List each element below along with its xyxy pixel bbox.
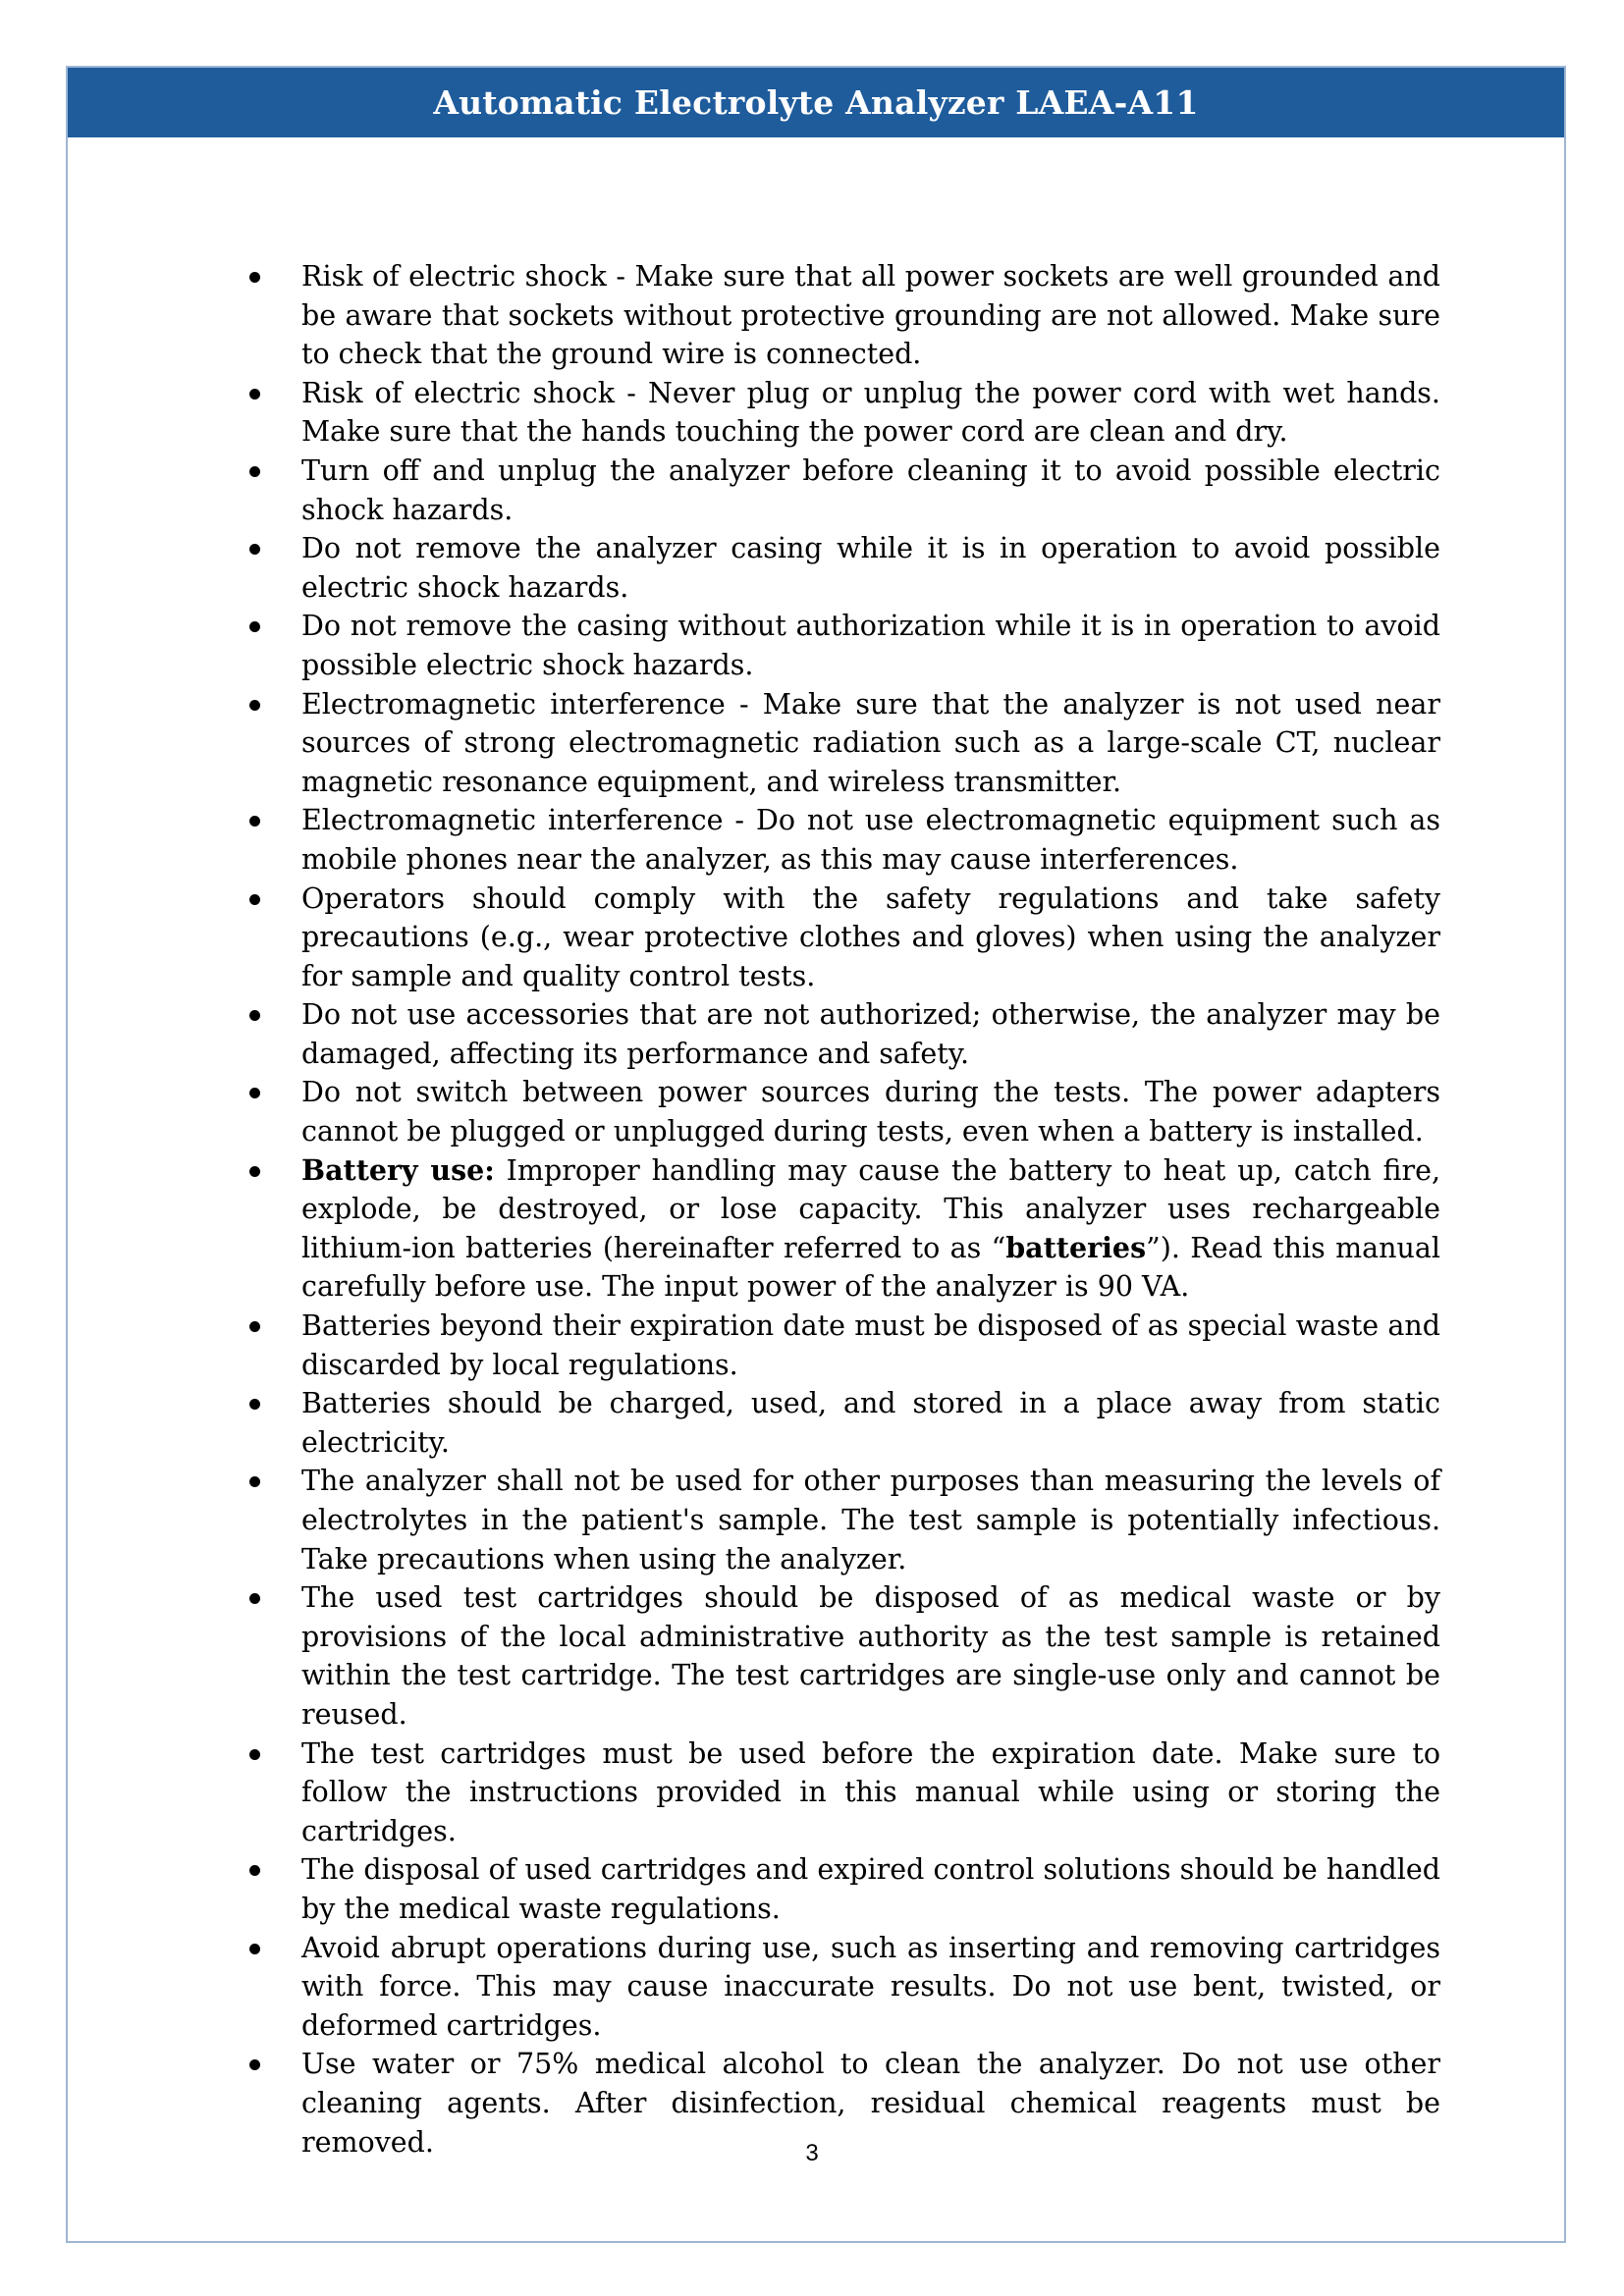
- battery-use-item: [236, 1151, 1440, 1307]
- safety-content: [236, 257, 1440, 2162]
- bullet-icon: [249, 1088, 260, 1098]
- bullet-icon: [249, 544, 260, 555]
- list-item-text: The analyzer shall not be used for other purposes than measuring the levels of electrolytes in the patient's sample. The test sample is potentially infectious. Take precautions when using the analyzer.: [301, 1465, 1440, 1575]
- bullet-icon: [249, 272, 260, 283]
- list-item-text: Avoid abrupt operations during use, such as inserting and removing cartridges with force. This may cause inaccurate results. Do not use bent, twisted, or deformed cartridges.: [301, 1931, 1440, 2042]
- battery-use-lead: Battery use:: [301, 1152, 495, 1187]
- page-number: 3: [805, 2140, 819, 2166]
- safety-bullet-list: [236, 257, 1440, 2162]
- list-item: [236, 685, 1440, 802]
- list-item-text: Risk of electric shock - Make sure that all power sockets are well grounded and be aware that sockets without protective grounding are not allowed. Make sure to check that the ground wire is connected.: [301, 260, 1440, 371]
- bullet-icon: [249, 389, 260, 400]
- list-item: [236, 801, 1440, 879]
- list-item-text: Do not switch between power sources during the tests. The power adapters cannot be plugged or unplugged during tests, even when a battery is installed.: [301, 1076, 1440, 1148]
- list-item-text: Operators should comply with the safety regulations and take safety precautions (e.g., wear protective clothes and gloves) when using the analyzer for sample and quality control tests.: [301, 881, 1440, 992]
- list-item: [236, 452, 1440, 529]
- list-item: [236, 529, 1440, 607]
- list-item: [236, 1578, 1440, 1734]
- list-item: [236, 1384, 1440, 1462]
- bullet-icon: [249, 2059, 260, 2070]
- list-item: [236, 1307, 1440, 1384]
- list-item-text: Batteries should be charged, used, and stored in a place away from static electricity.: [301, 1387, 1440, 1459]
- list-item: [236, 880, 1440, 996]
- bullet-icon: [249, 1010, 260, 1021]
- list-item-text: Turn off and unplug the analyzer before cleaning it to avoid possible electric shock hazards.: [301, 454, 1440, 526]
- list-item: [236, 607, 1440, 684]
- bullet-icon: [249, 1749, 260, 1760]
- bullet-icon: [249, 1166, 260, 1177]
- list-item: [236, 257, 1440, 374]
- list-item-text: Do not remove the analyzer casing while it is in operation to avoid possible electric shock hazards.: [301, 532, 1440, 604]
- list-item: [236, 1850, 1440, 1928]
- list-item-text: Risk of electric shock - Never plug or unplug the power cord with wet hands. Make sure that the hands touching the power cord are clean and dry.: [301, 376, 1440, 449]
- bullet-icon: [249, 816, 260, 827]
- list-item-text: Batteries beyond their expiration date must be disposed of as special waste and discarded by local regulations.: [301, 1309, 1440, 1381]
- bullet-icon: [249, 1321, 260, 1332]
- battery-use-text-before: Improper handling may cause the battery to heat up, catch fire, explode, be destroyed, or lose capacity. This analyzer uses rechargeable lithium-ion batteries (hereinafter referred to as “: [301, 1153, 1441, 1264]
- bullet-icon: [249, 1593, 260, 1604]
- bullet-icon: [249, 1865, 260, 1876]
- batteries-term: batteries: [1005, 1230, 1147, 1264]
- list-item: [236, 1735, 1440, 1851]
- battery-use-text-after: ”). Read this manual carefully before use. The input power of the analyzer is 90 VA.: [301, 1231, 1440, 1304]
- list-item-text: Electromagnetic interference - Make sure that the analyzer is not used near sources of strong electromagnetic radiation such as a large-scale CT, nuclear magnetic resonance equipment, and wireless transmitter.: [301, 687, 1440, 798]
- list-item-text: The used test cartridges should be disposed of as medical waste or by provisions of the local administrative authority as the test sample is retained within the test cartridge. The test cartridges are single-use only and cannot be reused.: [301, 1581, 1440, 1731]
- bullet-icon: [249, 466, 260, 477]
- document-title: Automatic Electrolyte Analyzer LAEA-A11: [433, 83, 1199, 122]
- bullet-icon: [249, 700, 260, 711]
- list-item: [236, 1462, 1440, 1578]
- document-header: [68, 68, 1564, 137]
- bullet-icon: [249, 1399, 260, 1410]
- list-item: [236, 374, 1440, 452]
- list-item: [236, 995, 1440, 1073]
- list-item-text: Use water or 75% medical alcohol to clean the analyzer. Do not use other cleaning agents. After disinfection, residual chemical reagents must be removed.: [301, 2048, 1440, 2159]
- bullet-icon: [249, 1476, 260, 1487]
- bullet-icon: [249, 1944, 260, 1954]
- list-item: [236, 1929, 1440, 2046]
- list-item-text: Do not use accessories that are not authorized; otherwise, the analyzer may be damaged, affecting its performance and safety.: [301, 998, 1440, 1070]
- list-item-text: Do not remove the casing without authorization while it is in operation to avoid possible electric shock hazards.: [301, 610, 1440, 681]
- bullet-icon: [249, 894, 260, 905]
- list-item-text: The disposal of used cartridges and expired control solutions should be handled by the medical waste regulations.: [301, 1853, 1440, 1925]
- bullet-icon: [249, 621, 260, 632]
- list-item-text: The test cartridges must be used before the expiration date. Make sure to follow the instructions provided in this manual while using or storing the cartridges.: [301, 1736, 1440, 1847]
- list-item-text: Electromagnetic interference - Do not use electromagnetic equipment such as mobile phones near the analyzer, as this may cause interferences.: [301, 804, 1440, 876]
- list-item: [236, 1073, 1440, 1150]
